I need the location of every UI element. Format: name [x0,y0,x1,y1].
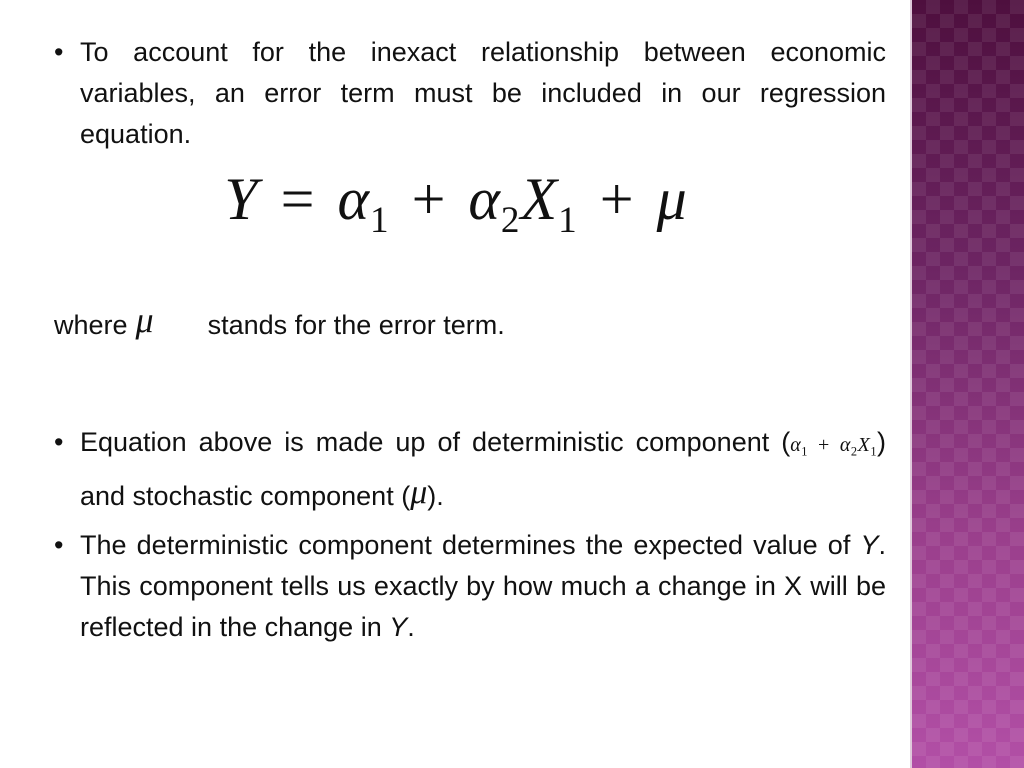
italic-Y-2: Y [389,612,408,642]
bullet-1-text: To account for the inexact relationship between economic variables, an error term must be included in our regression equation. [80,37,886,149]
eq-plus-2: + [599,166,635,232]
where-mu-symbol: μ [135,300,154,340]
decorative-side-band [912,0,1024,768]
bullet-marker: • [54,530,64,560]
bullet-3-text: The deterministic component determines the expected value of Y. This component tells us exactly by how much a change in X will be reflected in the change in Y. [80,530,886,642]
eq-mu: μ [656,166,688,232]
where-lead: where [54,310,128,340]
bullet-2-text: Equation above is made up of deterministic component $(\alpha_1 + \alpha_2X_1)$ and stochastic component (μ). [80,427,887,512]
bullet-paragraph-2 [54,422,886,517]
italic-Y-1: Y [860,530,879,560]
bullet-marker: • [54,37,64,67]
where-rest: stands for the error term. [207,310,505,340]
eq-Y: Y [224,166,259,232]
bullet-paragraph-3 [54,525,886,648]
regression-equation [0,164,912,256]
eq-equals: = [280,166,316,232]
eq-alpha1: $\alpha_1$ [337,166,390,242]
eq-plus-1: + [411,166,447,232]
inline-mu-symbol: μ [410,474,428,512]
inline-deterministic-expr: $\alpha_1 + \alpha_2X_1$ [790,434,878,459]
bullet-marker: • [54,427,64,457]
where-line [54,300,505,346]
eq-alpha2-X1: $\alpha_2X_1$ [468,166,578,242]
bullet-paragraph-1 [54,32,886,155]
